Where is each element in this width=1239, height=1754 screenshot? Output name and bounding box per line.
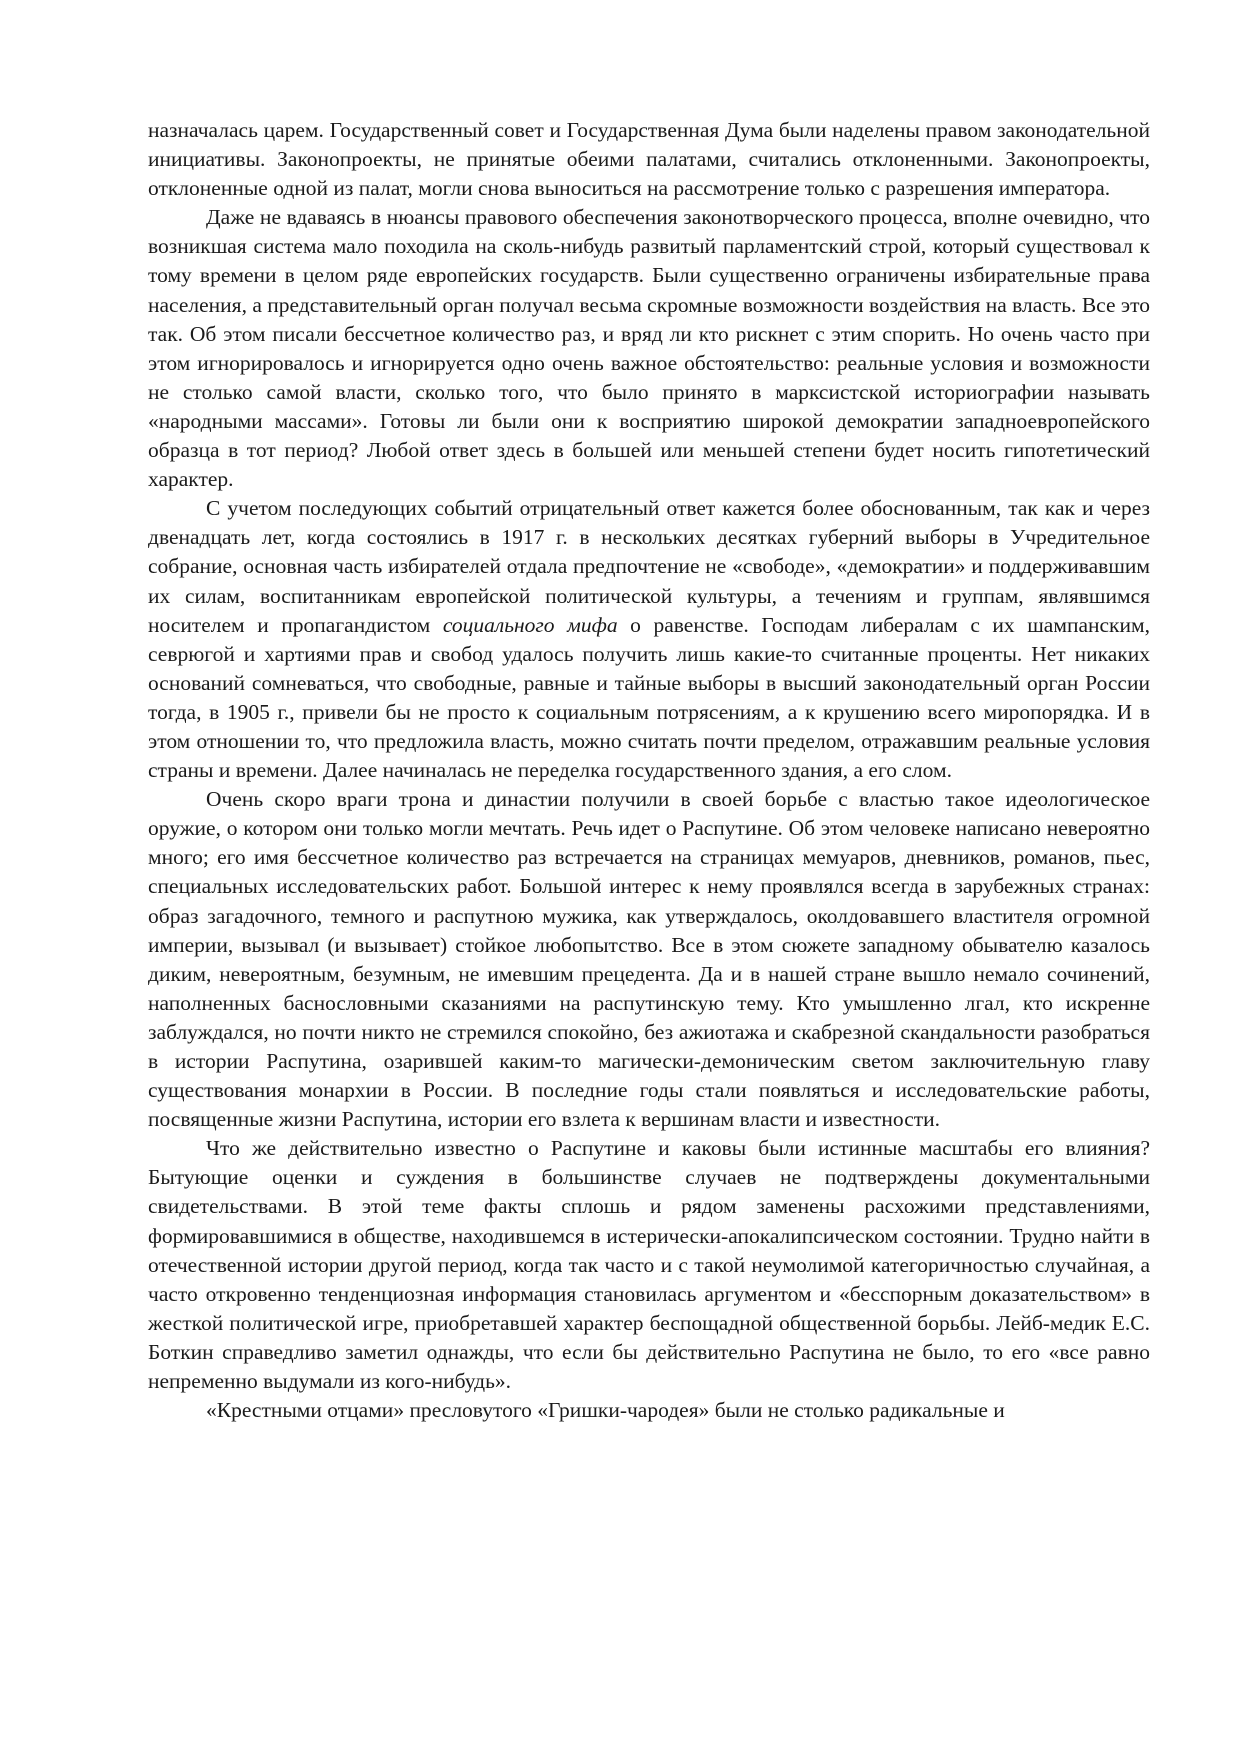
paragraph-1: назначалась царем. Государственный совет и Государственная Дума были наделены правом законодательной инициативы. Законопроекты, не принятые обеими палатами, считались отклоненными. Законопроекты, отклоненные одной из палат, могли снова выноситься на рассмотрение только с разрешения императора. <box>148 118 1150 201</box>
paragraph-2: Даже не вдаваясь в нюансы правового обеспечения законотворческого процесса, вполне очевидно, что возникшая система мало походила на сколь-нибудь развитый парламентский строй, который существовал к тому времени в целом ряде европейских государств. Были существенно ограничены избирательные права населения, а представительный орган получал весьма скромные возможности воздействия на власть. Все это так. Об этом писали бессчетное количество раз, и вряд ли кто рискнет с этим спорить. Но очень часто при этом игнорировалось и игнорируется одно очень важное обстоятельство: реальные условия и возможности не столько самой власти, сколько того, что было принято в марксистской историографии называть «народными массами». Готовы ли были они к восприятию широкой демократии западноевропейского образца в тот период? Любой ответ здесь в большей или меньшей степени будет носить гипотетический характер. <box>148 205 1150 492</box>
paragraph-3-emphasis: социального мифа <box>442 612 618 637</box>
document-body <box>148 116 1150 1425</box>
paragraph-6: «Крестными отцами» пресловутого «Гришки-чародея» были не столько радикальные и <box>206 1398 1005 1423</box>
paragraph-3 <box>148 494 1150 785</box>
paragraph-4: Очень скоро враги трона и династии получили в своей борьбе с властью такое идеологическое оружие, о котором они только могли мечтать. Речь идет о Распутине. Об этом человеке написано невероятно много; его имя бессчетное количество раз встречается на страницах мемуаров, дневников, романов, пьес, специальных исследовательских работ. Большой интерес к нему проявлялся всегда в зарубежных странах: образ загадочного, темного и распутною мужика, как утверждалось, околдовавшего властителя огромной империи, вызывал (и вызывает) стойкое любопытство. Все в этом сюжете западному обывателю казалось диким, невероятным, безумным, не имевшим прецедента. Да и в нашей стране вышло немало сочинений, наполненных баснословными сказаниями на распутинскую тему. Кто умышленно лгал, кто искренне заблуждался, но почти никто не стремился спокойно, без ажиотажа и скабрезной скандальности разобраться в истории Распутина, озарившей каким-то магически-демоническим светом заключительную главу существования монархии в России. В последние годы стали появляться и исследовательские работы, посвященные жизни Распутина, истории его взлета к вершинам власти и известности. <box>148 787 1150 1132</box>
paragraph-3-text-after: о равенстве. Господам либералам с их шампанским, севрюгой и хартиями прав и свобод удалось получить лишь какие-то считанные проценты. Нет никаких оснований сомневаться, что свободные, равные и тайные выборы в высший законодательный орган России тогда, в 1905 г., привели бы не просто к социальным потрясениям, а к крушению всего миропорядка. И в этом отношении то, что предложила власть, можно считать почти пределом, отражавшим реальные условия страны и времени. Далее начиналась не переделка государственного здания, а его слом. <box>148 612 1150 783</box>
paragraph-3-text-before: С учетом последующих событий отрицательный ответ кажется более обоснованным, так как и через двенадцать лет, когда состоялись в 1917 г. в нескольких десятках губерний выборы в Учредительное собрание, основная часть избирателей отдала предпочтение не «свободе», «демократии» и поддерживавшим их силам, воспитанникам европейской политической культуры, а течениям и группам, являвшимся носителем и пропагандистом <box>148 496 1150 637</box>
paragraph-5: Что же действительно известно о Распутине и каковы были истинные масштабы его влияния? Бытующие оценки и суждения в большинстве случаев не подтверждены документальными свидетельствами. В этой теме факты сплошь и рядом заменены расхожими представлениями, формировавшимися в обществе, находившемся в истерически-апокалипсическом состоянии. Трудно найти в отечественной истории другой период, когда так часто и с такой неумолимой категоричностью случайная, а часто откровенно тенденциозная информация становилась аргументом и «бесспорным доказательством» в жесткой политической игре, приобретавшей характер беспощадной общественной борьбы. Лейб-медик Е.С. Боткин справедливо заметил однажды, что если бы действительно Распутина не было, то его «все равно непременно выдумали из кого-нибудь». <box>148 1136 1150 1394</box>
